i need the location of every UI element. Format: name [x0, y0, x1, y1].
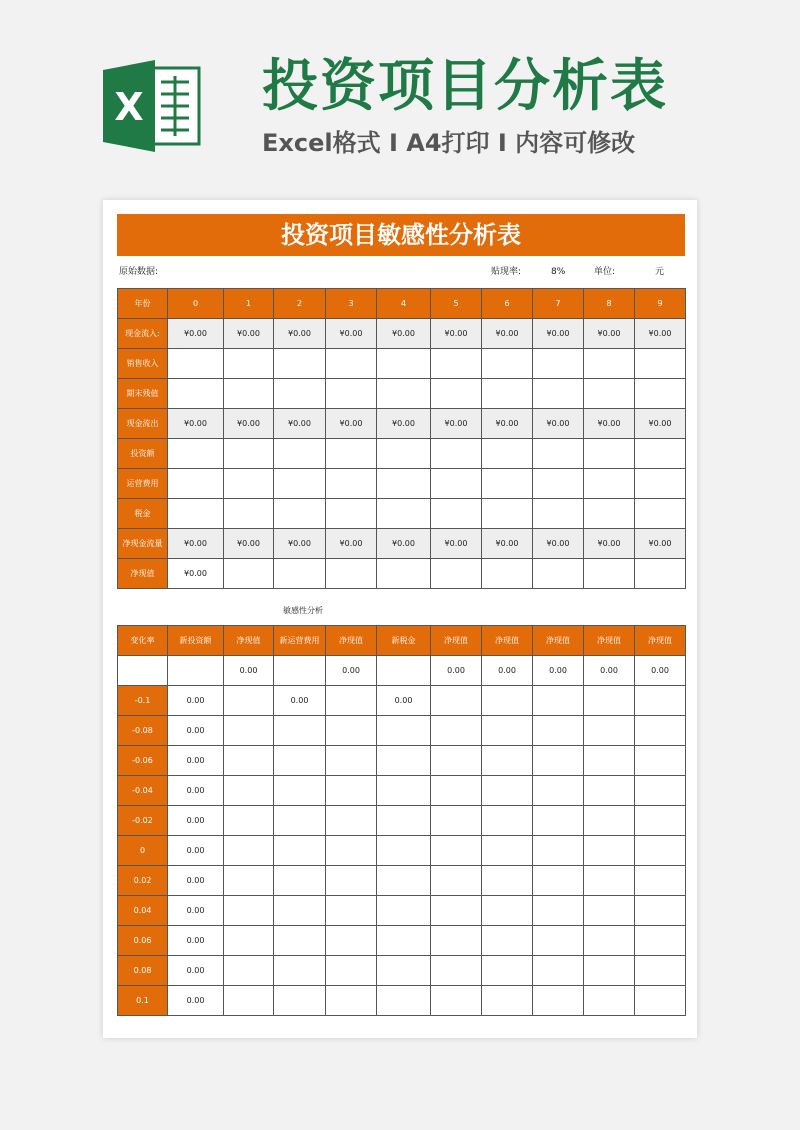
data-cell[interactable]	[431, 986, 482, 1016]
row-label: 运营费用	[118, 469, 168, 499]
data-cell[interactable]	[326, 716, 377, 746]
table-row	[118, 349, 686, 379]
data-cell[interactable]: ¥0.00	[584, 319, 635, 349]
header-cell: 5	[431, 289, 482, 319]
header-cell: 新运营费用	[274, 626, 326, 656]
data-cell[interactable]	[533, 986, 584, 1016]
data-cell[interactable]: 0.00	[533, 656, 584, 686]
data-cell[interactable]	[482, 499, 533, 529]
sheet-title: 投资项目敏感性分析表	[117, 214, 685, 256]
data-cell[interactable]	[326, 559, 377, 589]
header-cell: 1	[224, 289, 274, 319]
data-cell[interactable]: ¥0.00	[635, 409, 686, 439]
data-cell[interactable]	[584, 806, 635, 836]
data-cell[interactable]	[431, 896, 482, 926]
data-cell[interactable]	[224, 866, 274, 896]
data-cell[interactable]: 0.00	[168, 836, 224, 866]
data-cell[interactable]: ¥0.00	[377, 319, 431, 349]
data-cell[interactable]	[533, 836, 584, 866]
rate-label: 0.02	[118, 866, 168, 896]
header-cell: 7	[533, 289, 584, 319]
data-cell[interactable]	[533, 439, 584, 469]
data-cell[interactable]	[168, 439, 224, 469]
data-cell[interactable]	[635, 686, 686, 716]
data-cell[interactable]	[482, 836, 533, 866]
data-cell[interactable]	[326, 379, 377, 409]
data-cell[interactable]: ¥0.00	[377, 409, 431, 439]
data-cell[interactable]: ¥0.00	[431, 319, 482, 349]
data-cell[interactable]	[326, 776, 377, 806]
data-cell[interactable]: ¥0.00	[533, 409, 584, 439]
data-cell[interactable]: ¥0.00	[224, 409, 274, 439]
data-cell[interactable]	[584, 926, 635, 956]
data-cell[interactable]	[274, 866, 326, 896]
data-cell[interactable]	[431, 926, 482, 956]
header-cell: 净现值	[326, 626, 377, 656]
data-cell[interactable]	[635, 776, 686, 806]
data-cell[interactable]	[168, 656, 224, 686]
data-cell[interactable]	[168, 349, 224, 379]
data-cell[interactable]	[635, 956, 686, 986]
data-cell[interactable]: ¥0.00	[584, 409, 635, 439]
data-cell[interactable]	[533, 716, 584, 746]
header-cell: 净现值	[635, 626, 686, 656]
data-cell[interactable]	[224, 836, 274, 866]
data-cell[interactable]	[482, 746, 533, 776]
data-cell[interactable]	[533, 956, 584, 986]
data-cell[interactable]	[326, 866, 377, 896]
data-cell[interactable]	[584, 896, 635, 926]
data-cell[interactable]	[377, 349, 431, 379]
data-cell[interactable]	[482, 439, 533, 469]
table-row	[118, 686, 686, 716]
data-cell[interactable]	[635, 896, 686, 926]
data-cell[interactable]	[533, 469, 584, 499]
data-cell[interactable]	[482, 349, 533, 379]
data-cell[interactable]	[326, 956, 377, 986]
data-cell[interactable]	[431, 379, 482, 409]
row-label: 投资额	[118, 439, 168, 469]
data-cell[interactable]	[274, 379, 326, 409]
data-cell[interactable]	[224, 439, 274, 469]
row-label: 税金	[118, 499, 168, 529]
data-cell[interactable]	[274, 926, 326, 956]
data-cell[interactable]	[326, 806, 377, 836]
data-cell[interactable]	[635, 379, 686, 409]
header-cell: 净现值	[584, 626, 635, 656]
rate-label: 0.04	[118, 896, 168, 926]
data-cell[interactable]	[584, 469, 635, 499]
data-cell[interactable]	[635, 716, 686, 746]
table-row	[118, 559, 686, 589]
data-cell[interactable]	[533, 926, 584, 956]
data-cell[interactable]	[482, 469, 533, 499]
data-cell[interactable]: ¥0.00	[482, 319, 533, 349]
table-row	[118, 716, 686, 746]
data-cell[interactable]: ¥0.00	[168, 319, 224, 349]
data-cell[interactable]	[635, 866, 686, 896]
data-cell[interactable]	[224, 746, 274, 776]
row-label: 净现值	[118, 559, 168, 589]
data-cell[interactable]: ¥0.00	[274, 319, 326, 349]
data-cell[interactable]	[224, 716, 274, 746]
header-cell: 新税金	[377, 626, 431, 656]
data-cell[interactable]	[482, 776, 533, 806]
data-cell[interactable]	[377, 439, 431, 469]
data-cell[interactable]	[377, 806, 431, 836]
data-cell[interactable]	[274, 656, 326, 686]
header-cell: 净现值	[533, 626, 584, 656]
data-cell[interactable]	[584, 746, 635, 776]
data-cell[interactable]: ¥0.00	[635, 319, 686, 349]
data-cell[interactable]	[533, 686, 584, 716]
data-cell[interactable]: 0.00	[168, 776, 224, 806]
data-cell[interactable]	[482, 956, 533, 986]
data-cell[interactable]	[482, 806, 533, 836]
data-cell[interactable]	[635, 986, 686, 1016]
data-cell[interactable]	[224, 469, 274, 499]
data-cell[interactable]	[168, 499, 224, 529]
data-cell[interactable]	[584, 836, 635, 866]
row-label: 净现金流量	[118, 529, 168, 559]
data-cell[interactable]	[431, 349, 482, 379]
table-row	[118, 379, 686, 409]
data-cell[interactable]	[584, 986, 635, 1016]
data-cell[interactable]: 0.00	[584, 656, 635, 686]
header-cell: 4	[377, 289, 431, 319]
data-cell[interactable]	[584, 686, 635, 716]
header-cell: 净现值	[224, 626, 274, 656]
discount-rate-label: 贴现率:	[491, 267, 522, 277]
table-row	[118, 956, 686, 986]
data-cell[interactable]: 0.00	[168, 956, 224, 986]
data-cell[interactable]	[326, 836, 377, 866]
data-cell[interactable]	[431, 469, 482, 499]
data-cell[interactable]	[274, 956, 326, 986]
table-row	[118, 986, 686, 1016]
table-row	[118, 409, 686, 439]
row-label: 现金流入:	[118, 319, 168, 349]
data-cell[interactable]	[377, 746, 431, 776]
data-cell[interactable]: ¥0.00	[533, 529, 584, 559]
data-cell[interactable]	[326, 499, 377, 529]
excel-logo-icon	[103, 60, 203, 152]
data-cell[interactable]	[533, 866, 584, 896]
data-cell[interactable]: 0.00	[274, 686, 326, 716]
data-cell[interactable]	[224, 559, 274, 589]
header-cell: 2	[274, 289, 326, 319]
data-cell[interactable]: 0.00	[635, 656, 686, 686]
data-cell[interactable]	[584, 499, 635, 529]
data-cell[interactable]	[584, 866, 635, 896]
data-cell[interactable]	[482, 686, 533, 716]
table-row	[118, 836, 686, 866]
data-cell[interactable]	[224, 926, 274, 956]
data-cell[interactable]: 0.00	[224, 656, 274, 686]
data-cell[interactable]	[274, 499, 326, 529]
rate-label: -0.02	[118, 806, 168, 836]
data-cell[interactable]	[274, 806, 326, 836]
data-cell[interactable]	[118, 656, 168, 686]
page-subtitle: Excel格式 I A4打印 I 内容可修改	[262, 129, 636, 157]
data-cell[interactable]	[326, 469, 377, 499]
data-cell[interactable]	[274, 836, 326, 866]
data-cell[interactable]	[168, 469, 224, 499]
data-cell[interactable]	[326, 349, 377, 379]
data-cell[interactable]	[274, 439, 326, 469]
table-row	[118, 896, 686, 926]
data-cell[interactable]	[635, 746, 686, 776]
data-cell[interactable]: 0.00	[168, 806, 224, 836]
data-cell[interactable]	[431, 956, 482, 986]
data-cell[interactable]	[377, 836, 431, 866]
data-cell[interactable]	[533, 806, 584, 836]
header-cell: 0	[168, 289, 224, 319]
data-cell[interactable]: ¥0.00	[584, 529, 635, 559]
data-cell[interactable]: 0.00	[326, 656, 377, 686]
data-cell[interactable]	[377, 926, 431, 956]
data-cell[interactable]: 0.00	[168, 896, 224, 926]
data-cell[interactable]: 0.00	[168, 716, 224, 746]
data-cell[interactable]	[326, 439, 377, 469]
data-cell[interactable]	[584, 349, 635, 379]
data-cell[interactable]	[431, 746, 482, 776]
data-cell[interactable]	[584, 776, 635, 806]
data-cell[interactable]	[224, 776, 274, 806]
data-cell[interactable]	[274, 469, 326, 499]
data-cell[interactable]	[377, 956, 431, 986]
sensitivity-header-row	[118, 626, 686, 656]
data-cell[interactable]	[274, 716, 326, 746]
data-cell[interactable]	[584, 716, 635, 746]
data-cell[interactable]: 0.00	[168, 926, 224, 956]
sensitivity-table	[117, 625, 686, 1016]
data-cell[interactable]	[584, 379, 635, 409]
header-cell: 变化率	[118, 626, 168, 656]
data-cell[interactable]: 0.00	[482, 656, 533, 686]
header-cell: 年份	[118, 289, 168, 319]
header-cell: 新投资额	[168, 626, 224, 656]
row-label: 期末残值	[118, 379, 168, 409]
data-cell[interactable]	[431, 836, 482, 866]
data-cell[interactable]	[584, 559, 635, 589]
data-cell[interactable]: ¥0.00	[224, 319, 274, 349]
unit-label: 单位:	[594, 267, 616, 277]
data-cell[interactable]: ¥0.00	[326, 319, 377, 349]
table-row	[118, 806, 686, 836]
header-cell: 3	[326, 289, 377, 319]
data-cell[interactable]	[377, 986, 431, 1016]
data-cell[interactable]	[377, 866, 431, 896]
data-cell[interactable]	[274, 986, 326, 1016]
data-cell[interactable]	[533, 349, 584, 379]
unit-value[interactable]: 元	[655, 267, 665, 277]
data-cell[interactable]	[431, 776, 482, 806]
data-cell[interactable]	[431, 559, 482, 589]
original-data-label: 原始数据:	[119, 267, 159, 277]
data-cell[interactable]: ¥0.00	[224, 529, 274, 559]
data-cell[interactable]	[377, 559, 431, 589]
table-row	[118, 776, 686, 806]
rate-label: 0.1	[118, 986, 168, 1016]
data-cell[interactable]	[635, 559, 686, 589]
data-cell[interactable]	[326, 896, 377, 926]
data-cell[interactable]: ¥0.00	[482, 529, 533, 559]
page-title: 投资项目分析表	[262, 54, 668, 119]
data-cell[interactable]: 0.00	[168, 866, 224, 896]
table-row	[118, 656, 686, 686]
data-cell[interactable]: 0.00	[168, 746, 224, 776]
table-row	[118, 439, 686, 469]
data-cell[interactable]	[326, 746, 377, 776]
rate-label: -0.1	[118, 686, 168, 716]
data-cell[interactable]: ¥0.00	[533, 319, 584, 349]
svg-text:X: X	[114, 85, 144, 129]
data-cell[interactable]	[635, 806, 686, 836]
data-cell[interactable]	[482, 379, 533, 409]
data-cell[interactable]	[326, 986, 377, 1016]
data-cell[interactable]	[635, 439, 686, 469]
row-label: 现金流出	[118, 409, 168, 439]
data-cell[interactable]	[584, 439, 635, 469]
data-cell[interactable]	[533, 379, 584, 409]
data-cell[interactable]	[533, 896, 584, 926]
data-cell[interactable]: ¥0.00	[274, 529, 326, 559]
data-cell[interactable]	[224, 686, 274, 716]
data-cell[interactable]: ¥0.00	[168, 529, 224, 559]
data-cell[interactable]	[482, 926, 533, 956]
data-cell[interactable]	[377, 469, 431, 499]
data-cell[interactable]: ¥0.00	[326, 529, 377, 559]
data-cell[interactable]	[431, 686, 482, 716]
data-cell[interactable]: ¥0.00	[168, 559, 224, 589]
table-row	[118, 926, 686, 956]
header-cell: 9	[635, 289, 686, 319]
data-cell[interactable]	[274, 559, 326, 589]
header-cell: 8	[584, 289, 635, 319]
data-cell[interactable]	[224, 379, 274, 409]
data-cell[interactable]	[482, 986, 533, 1016]
data-cell[interactable]: 0.00	[431, 656, 482, 686]
data-cell[interactable]	[635, 836, 686, 866]
table-row	[118, 746, 686, 776]
data-cell[interactable]	[274, 349, 326, 379]
data-cell[interactable]	[377, 656, 431, 686]
data-cell[interactable]	[482, 896, 533, 926]
table-row	[118, 469, 686, 499]
rate-label: 0.08	[118, 956, 168, 986]
data-cell[interactable]	[168, 379, 224, 409]
data-cell[interactable]: ¥0.00	[431, 409, 482, 439]
table-row	[118, 529, 686, 559]
rate-label: -0.04	[118, 776, 168, 806]
data-cell[interactable]	[635, 499, 686, 529]
data-cell[interactable]	[431, 439, 482, 469]
data-cell[interactable]: 0.00	[377, 686, 431, 716]
data-cell[interactable]	[533, 499, 584, 529]
rate-label: 0	[118, 836, 168, 866]
table-row	[118, 319, 686, 349]
data-cell[interactable]: ¥0.00	[431, 529, 482, 559]
header-cell: 净现值	[431, 626, 482, 656]
data-cell[interactable]	[482, 716, 533, 746]
cashflow-table	[117, 288, 686, 589]
data-cell[interactable]	[635, 469, 686, 499]
data-cell[interactable]	[274, 896, 326, 926]
rate-label: -0.08	[118, 716, 168, 746]
spreadsheet-sheet	[103, 200, 697, 1038]
data-cell[interactable]	[377, 379, 431, 409]
data-cell[interactable]	[224, 986, 274, 1016]
data-cell[interactable]	[326, 926, 377, 956]
data-cell[interactable]	[224, 806, 274, 836]
data-cell[interactable]	[533, 559, 584, 589]
data-cell[interactable]	[431, 866, 482, 896]
data-cell[interactable]	[377, 896, 431, 926]
data-cell[interactable]	[274, 746, 326, 776]
data-cell[interactable]	[224, 499, 274, 529]
data-cell[interactable]	[482, 866, 533, 896]
data-cell[interactable]	[584, 956, 635, 986]
data-cell[interactable]	[377, 499, 431, 529]
data-cell[interactable]	[224, 349, 274, 379]
data-cell[interactable]	[635, 926, 686, 956]
data-cell[interactable]	[431, 716, 482, 746]
data-cell[interactable]	[482, 559, 533, 589]
discount-rate-value[interactable]: 8%	[551, 267, 566, 277]
data-cell[interactable]: ¥0.00	[168, 409, 224, 439]
data-cell[interactable]: ¥0.00	[326, 409, 377, 439]
sensitivity-label: 敏感性分析	[283, 606, 323, 615]
data-cell[interactable]	[533, 776, 584, 806]
data-cell[interactable]	[431, 499, 482, 529]
data-cell[interactable]: 0.00	[168, 986, 224, 1016]
data-cell[interactable]: 0.00	[168, 686, 224, 716]
data-cell[interactable]	[377, 776, 431, 806]
data-cell[interactable]: ¥0.00	[274, 409, 326, 439]
row-label: 销售收入	[118, 349, 168, 379]
data-cell[interactable]	[377, 716, 431, 746]
data-cell[interactable]: ¥0.00	[635, 529, 686, 559]
data-cell[interactable]: ¥0.00	[377, 529, 431, 559]
table-row	[118, 866, 686, 896]
data-cell[interactable]: ¥0.00	[482, 409, 533, 439]
data-cell[interactable]	[274, 776, 326, 806]
data-cell[interactable]	[635, 349, 686, 379]
data-cell[interactable]	[431, 806, 482, 836]
data-cell[interactable]	[326, 686, 377, 716]
table-row	[118, 499, 686, 529]
data-cell[interactable]	[224, 956, 274, 986]
cashflow-header-row	[118, 289, 686, 319]
header-cell: 6	[482, 289, 533, 319]
data-cell[interactable]	[224, 896, 274, 926]
data-cell[interactable]	[533, 746, 584, 776]
rate-label: -0.06	[118, 746, 168, 776]
rate-label: 0.06	[118, 926, 168, 956]
header-cell: 净现值	[482, 626, 533, 656]
